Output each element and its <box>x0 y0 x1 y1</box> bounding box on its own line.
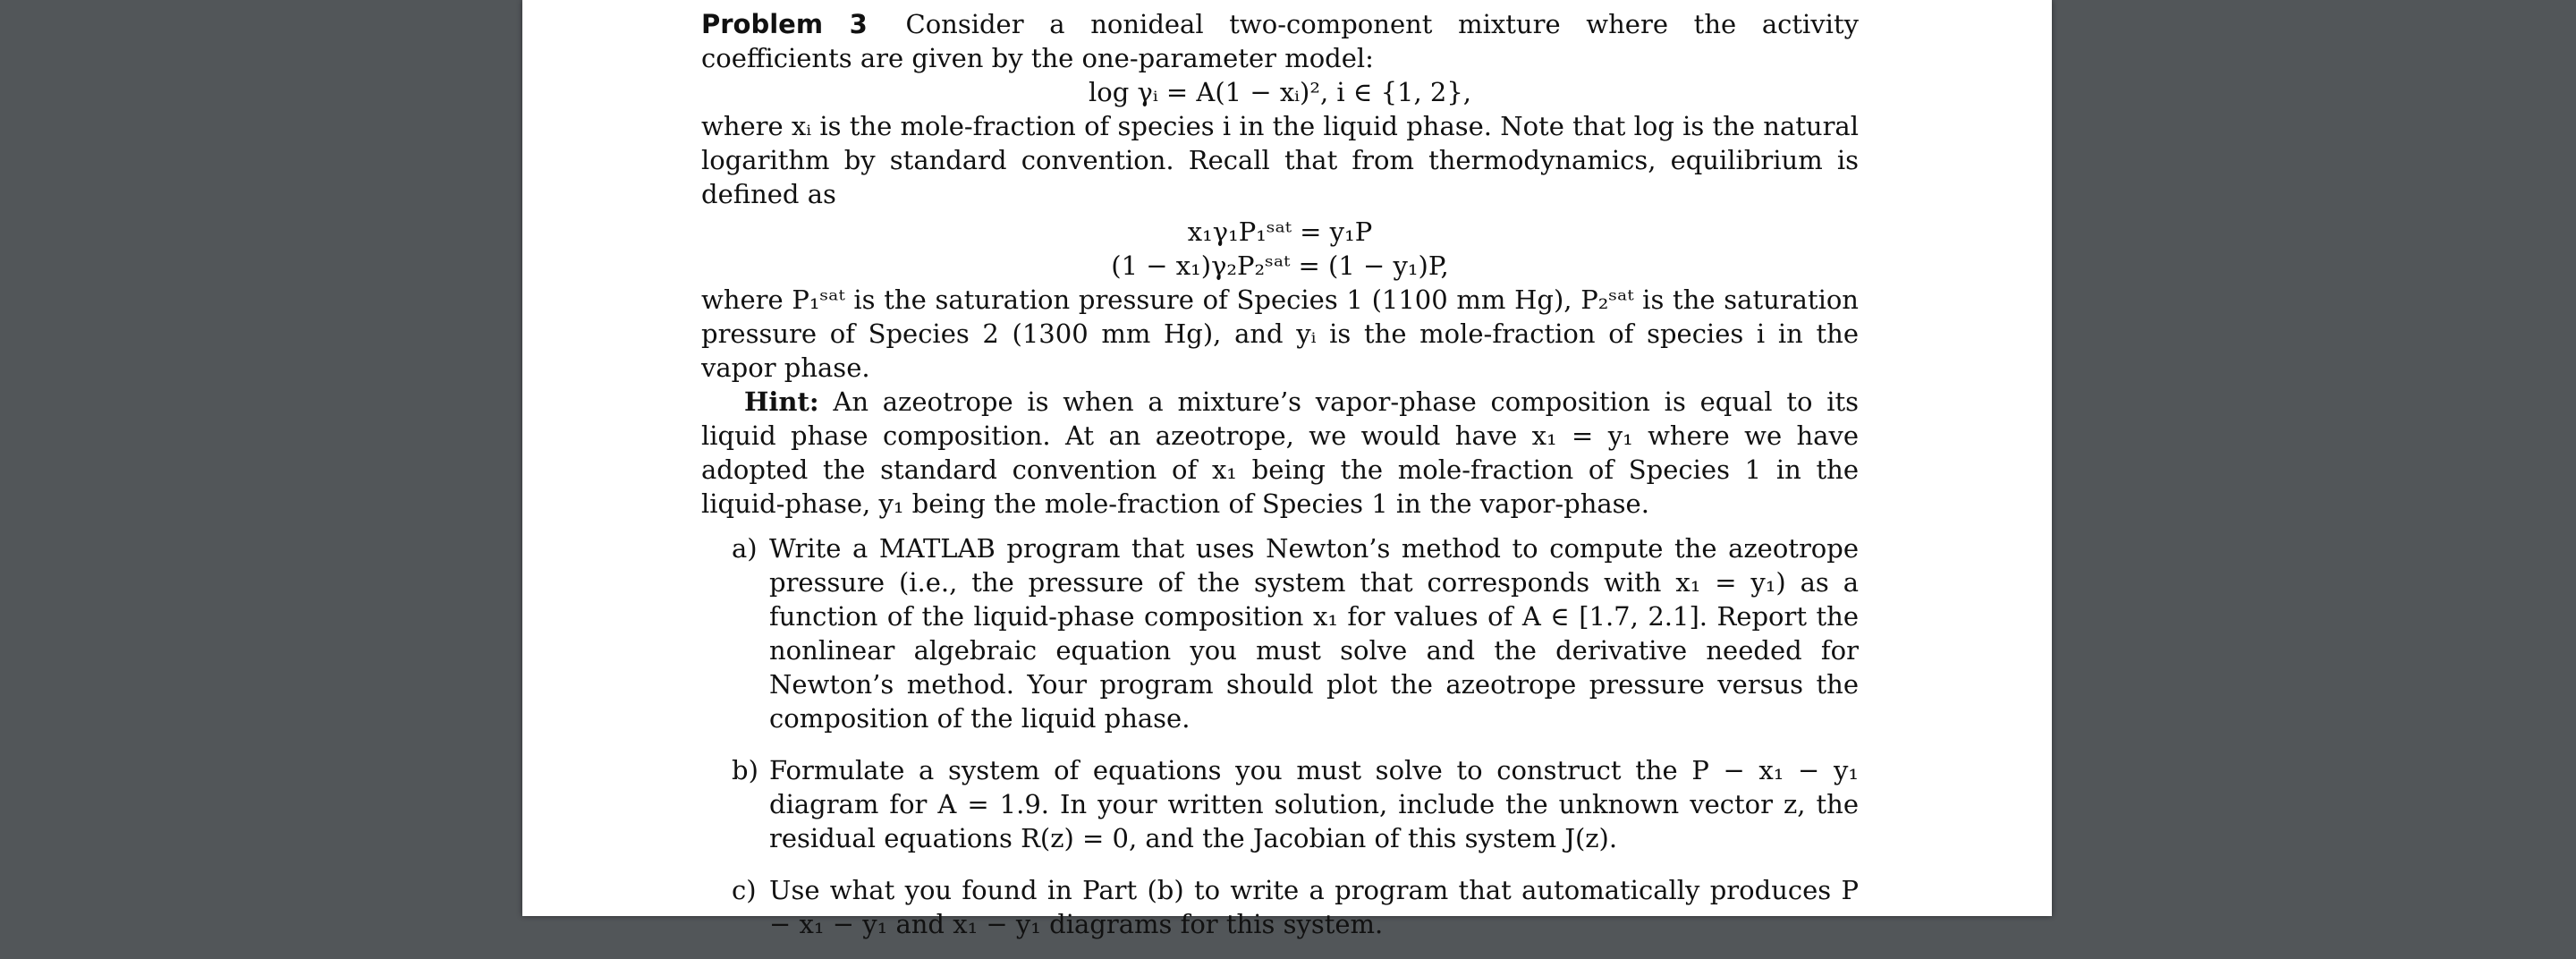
part-b-marker: b) <box>732 755 758 785</box>
problem-title: Problem 3 <box>701 9 868 39</box>
part-b-text: Formulate a system of equations you must solve to construct the P − x₁ − y₁ diagram for A = 1.9. In your written solution, include the unknown vector z, the residual equations R(z) = 0, and the Jacobian of this system J(z). <box>769 755 1859 853</box>
activity-equation: log γᵢ = A(1 − xᵢ)², i ∈ {1, 2}, <box>1088 77 1472 107</box>
part-c-text: Use what you found in Part (b) to write a program that automatically produces P − x₁ − y₁ and x₁ − y₁ diagrams for this system. <box>769 875 1859 939</box>
definitions-paragraph: where xᵢ is the mole-fraction of species i in the liquid phase. Note that log is the natural logarithm by standard convention. Recall that from thermodynamics, equilibrium is defined as <box>701 111 1859 209</box>
intro-paragraph <box>701 7 1859 75</box>
part-a <box>701 531 1859 735</box>
equilibrium-equations <box>701 215 1859 283</box>
saturation-paragraph: where P₁ˢᵃᵗ is the saturation pressure of Species 1 (1100 mm Hg), P₂ˢᵃᵗ is the saturation pressure of Species 2 (1300 mm Hg), and yᵢ is the mole-fraction of species i in the vapor phase. <box>701 284 1859 383</box>
parts-list <box>701 531 1859 941</box>
equilibrium-equation-2: (1 − x₁)γ₂P₂ˢᵃᵗ = (1 − y₁)P, <box>1111 250 1449 281</box>
problem-content <box>701 7 1859 959</box>
intro-text: Consider a nonideal two-component mixture where the activity coefficients are given by the one-parameter model: <box>701 9 1859 73</box>
part-c-marker: c) <box>732 875 757 905</box>
part-c <box>701 873 1859 941</box>
hint-paragraph <box>701 385 1859 521</box>
hint-label: Hint: <box>744 386 819 417</box>
equilibrium-equation-1: x₁γ₁P₁ˢᵃᵗ = y₁P <box>1187 216 1373 247</box>
part-a-text: Write a MATLAB program that uses Newton’s method to compute the azeotrope pressure (i.e., the pressure of the system that corresponds with x₁ = y₁) as a function of the liquid-phase composition x₁ for values of A ∈ [1.7, 2.1]. Report the nonlinear algebraic equation you must solve and the derivative needed for Newton’s method. Your program should plot the azeotrope pressure versus the composition of the liquid phase. <box>769 533 1859 734</box>
hint-text: An azeotrope is when a mixture’s vapor-phase composition is equal to its liquid phase composition. At an azeotrope, we would have x₁ = y₁ where we have adopted the standard convention of x₁ being the mole-fraction of Species 1 in the liquid-phase, y₁ being the mole-fraction of Species 1 in the vapor-phase. <box>701 386 1860 519</box>
part-b <box>701 753 1859 855</box>
document-page <box>522 0 2052 939</box>
part-a-marker: a) <box>732 533 758 564</box>
